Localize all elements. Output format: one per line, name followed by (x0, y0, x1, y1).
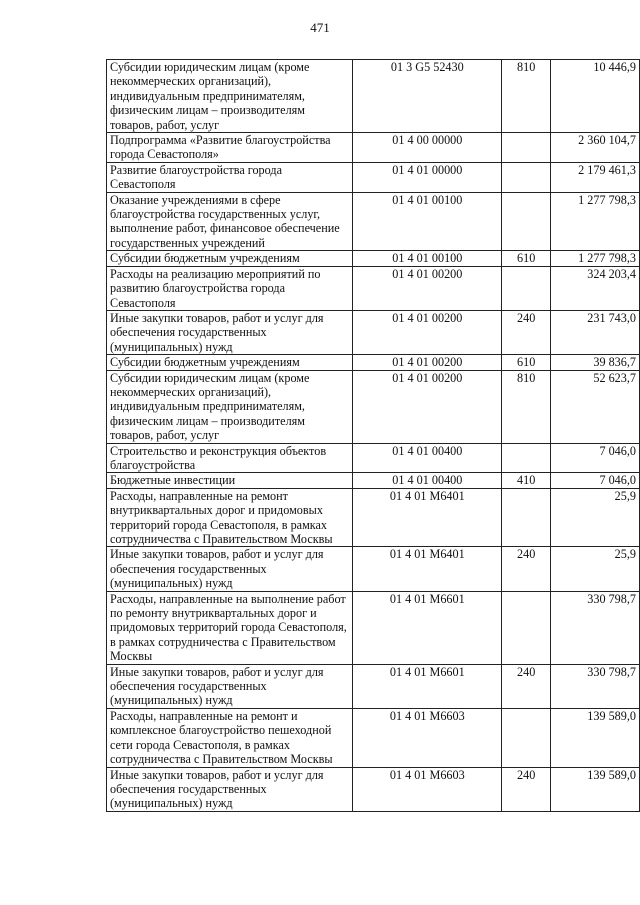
amount-cell: 139 589,0 (551, 708, 640, 767)
expense-type-cell: 810 (502, 370, 551, 443)
table-row (107, 192, 640, 251)
table-row (107, 251, 640, 266)
expense-name-cell: Бюджетные инвестиции (107, 473, 353, 488)
expense-name-cell: Оказание учреждениями в сфере благоустройства государственных услуг, выполнение работ, финансовое обеспечение государственных учреждений (107, 192, 353, 251)
expense-name-cell: Расходы на реализацию мероприятий по развитию благоустройства города Севастополя (107, 266, 353, 310)
expense-name-cell: Субсидии юридическим лицам (кроме некоммерческих организаций), индивидуальным предпринимателям, физическим лицам – производителям товаров, работ, услуг (107, 60, 353, 133)
target-code-cell: 01 3 G5 52430 (353, 60, 502, 133)
target-code-cell: 01 4 01 М6603 (353, 708, 502, 767)
expense-type-cell (502, 192, 551, 251)
expense-name-cell: Субсидии бюджетным учреждениям (107, 355, 353, 370)
amount-cell: 1 277 798,3 (551, 192, 640, 251)
table-row (107, 355, 640, 370)
amount-cell: 25,9 (551, 547, 640, 591)
expense-name-cell: Расходы, направленные на выполнение работ по ремонту внутриквартальных дорог и придомовых территорий города Севастополя, в рамках сотрудничества с Правительством Москвы (107, 591, 353, 664)
expense-type-cell: 610 (502, 251, 551, 266)
budget-table (106, 59, 640, 812)
expense-name-cell: Иные закупки товаров, работ и услуг для обеспечения государственных (муниципальных) нужд (107, 310, 353, 354)
amount-cell: 52 623,7 (551, 370, 640, 443)
table-row (107, 60, 640, 133)
table-row (107, 443, 640, 473)
page-number: 471 (310, 20, 330, 35)
expense-type-cell (502, 488, 551, 547)
target-code-cell: 01 4 01 00400 (353, 473, 502, 488)
amount-cell: 1 277 798,3 (551, 251, 640, 266)
target-code-cell: 01 4 01 М6401 (353, 547, 502, 591)
table-row (107, 266, 640, 310)
expense-name-cell: Расходы, направленные на ремонт внутриквартальных дорог и придомовых территорий города Севастополя, в рамках сотрудничества с Правительством Москвы (107, 488, 353, 547)
amount-cell: 7 046,0 (551, 443, 640, 473)
target-code-cell: 01 4 01 М6601 (353, 664, 502, 708)
expense-name-cell: Строительство и реконструкция объектов благоустройства (107, 443, 353, 473)
target-code-cell: 01 4 01 00100 (353, 251, 502, 266)
expense-name-cell: Иные закупки товаров, работ и услуг для обеспечения государственных (муниципальных) нужд (107, 547, 353, 591)
expense-name-cell: Субсидии бюджетным учреждениям (107, 251, 353, 266)
expense-type-cell: 240 (502, 767, 551, 811)
table-row (107, 310, 640, 354)
expense-type-cell: 810 (502, 60, 551, 133)
target-code-cell: 01 4 01 М6601 (353, 591, 502, 664)
expense-type-cell (502, 162, 551, 192)
target-code-cell: 01 4 01 00200 (353, 370, 502, 443)
target-code-cell: 01 4 01 00200 (353, 310, 502, 354)
table-row (107, 591, 640, 664)
expense-type-cell (502, 266, 551, 310)
table-row (107, 547, 640, 591)
amount-cell: 330 798,7 (551, 591, 640, 664)
target-code-cell: 01 4 01 00200 (353, 355, 502, 370)
amount-cell: 2 179 461,3 (551, 162, 640, 192)
amount-cell: 39 836,7 (551, 355, 640, 370)
amount-cell: 139 589,0 (551, 767, 640, 811)
table-row (107, 370, 640, 443)
expense-type-cell (502, 443, 551, 473)
expense-name-cell: Иные закупки товаров, работ и услуг для обеспечения государственных (муниципальных) нужд (107, 664, 353, 708)
expense-name-cell: Развитие благоустройства города Севастополя (107, 162, 353, 192)
expense-type-cell: 240 (502, 664, 551, 708)
expense-name-cell: Подпрограмма «Развитие благоустройства города Севастополя» (107, 133, 353, 163)
table-row (107, 767, 640, 811)
expense-name-cell: Расходы, направленные на ремонт и комплексное благоустройство пешеходной сети города Севастополя, в рамках сотрудничества с Правительством Москвы (107, 708, 353, 767)
expense-type-cell (502, 591, 551, 664)
target-code-cell: 01 4 01 00200 (353, 266, 502, 310)
table-row (107, 488, 640, 547)
table-row (107, 708, 640, 767)
table-row (107, 473, 640, 488)
expense-type-cell: 240 (502, 310, 551, 354)
expense-type-cell: 610 (502, 355, 551, 370)
expense-name-cell: Иные закупки товаров, работ и услуг для обеспечения государственных (муниципальных) нужд (107, 767, 353, 811)
amount-cell: 231 743,0 (551, 310, 640, 354)
target-code-cell: 01 4 01 00100 (353, 192, 502, 251)
target-code-cell: 01 4 01 00400 (353, 443, 502, 473)
expense-name-cell: Субсидии юридическим лицам (кроме некоммерческих организаций), индивидуальным предпринимателям, физическим лицам – производителям товаров, работ, услуг (107, 370, 353, 443)
target-code-cell: 01 4 01 М6401 (353, 488, 502, 547)
expense-type-cell: 240 (502, 547, 551, 591)
target-code-cell: 01 4 01 М6603 (353, 767, 502, 811)
target-code-cell: 01 4 00 00000 (353, 133, 502, 163)
expense-type-cell (502, 133, 551, 163)
target-code-cell: 01 4 01 00000 (353, 162, 502, 192)
amount-cell: 25,9 (551, 488, 640, 547)
amount-cell: 330 798,7 (551, 664, 640, 708)
amount-cell: 2 360 104,7 (551, 133, 640, 163)
amount-cell: 7 046,0 (551, 473, 640, 488)
table-row (107, 133, 640, 163)
amount-cell: 10 446,9 (551, 60, 640, 133)
expense-type-cell: 410 (502, 473, 551, 488)
amount-cell: 324 203,4 (551, 266, 640, 310)
table-row (107, 664, 640, 708)
table-row (107, 162, 640, 192)
expense-type-cell (502, 708, 551, 767)
